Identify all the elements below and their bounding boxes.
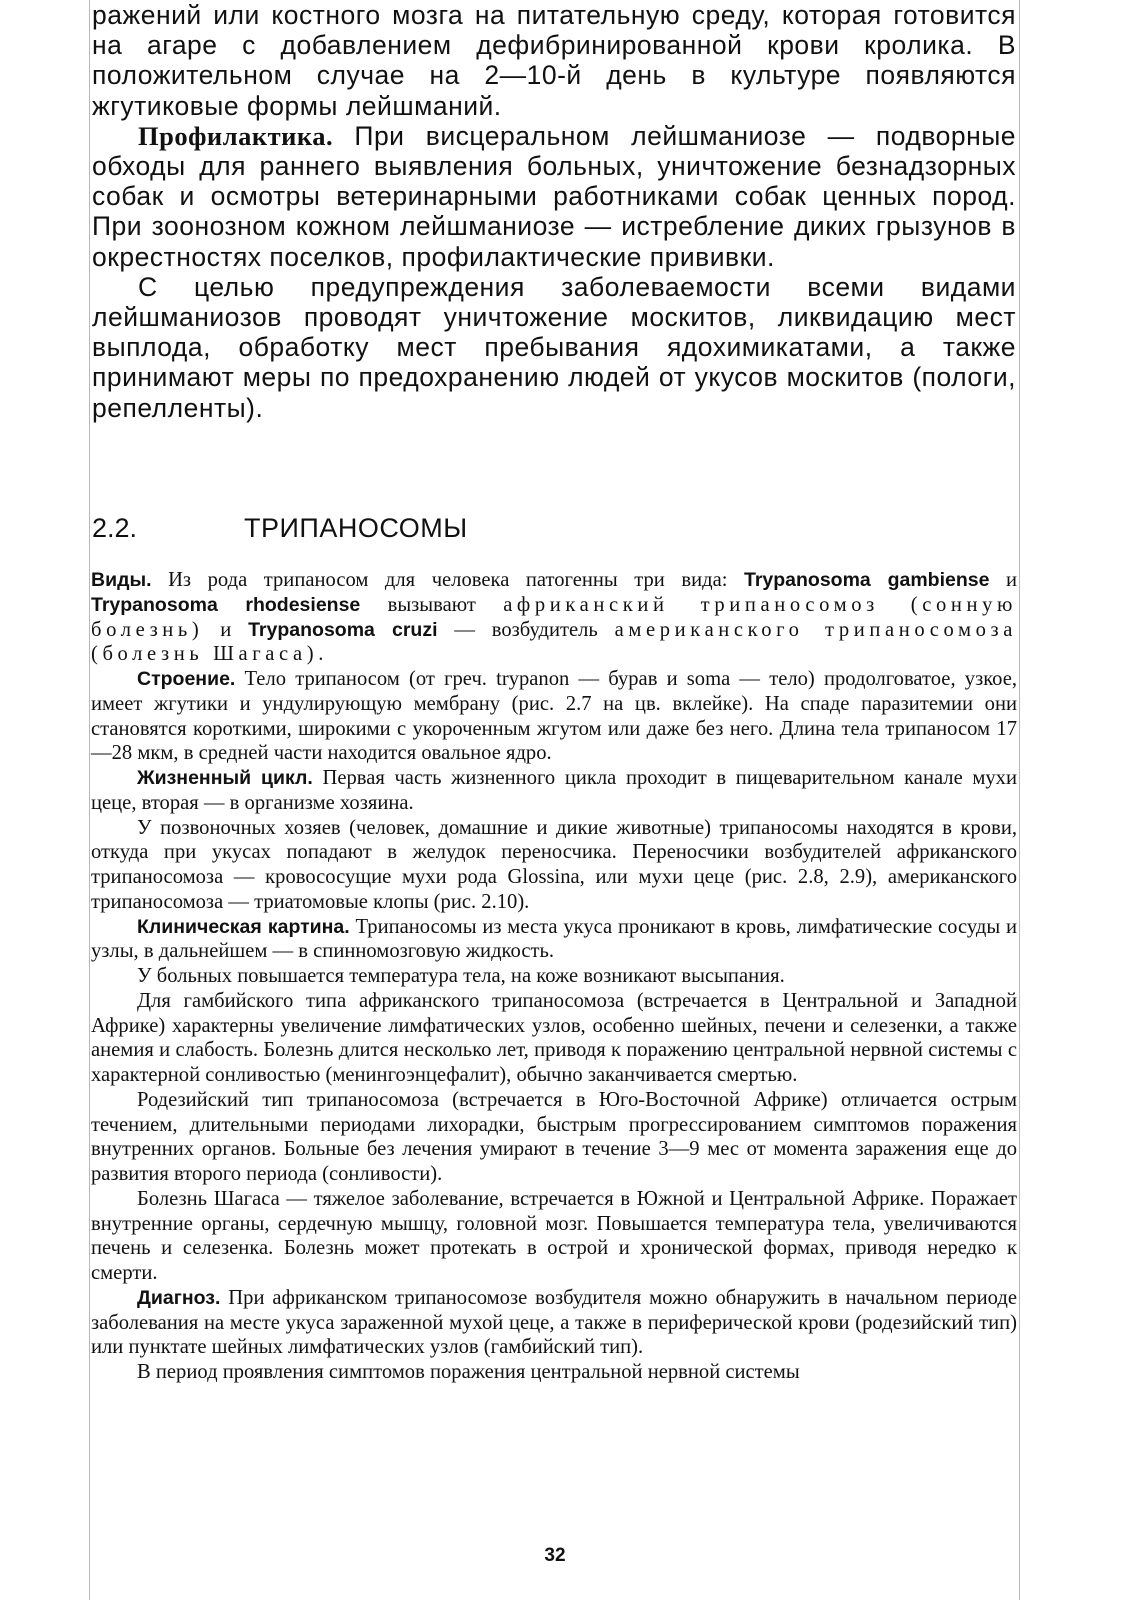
paragraph-mosquito-control: С целью предупреждения заболеваемости всеми видами лейшманиозов проводят уничтожение москитов, ликвидацию мест выплода, обработку мест пребывания ядохимикатами, а также принимают меры по предохранению людей от укусов москитов (пологи, репелленты). [92,271,1016,423]
page-number: 32 [544,1545,566,1566]
paragraph-hosts: У позвоночных хозяев (человек, домашние и дикие животные) трипаносомы находятся в крови, откуда при укусах попадают в желудок переносчика. Переносчики возбудителей африканского трипаносомоза — кровососущие мухи рода Glossina, или мухи цеце (рис. 2.8, 2.9), американского трипаносомоза — триатомовые клопы (рис. 2.10). [91,816,1017,913]
paragraph-fever: У больных повышается температура тела, на коже возникают высыпания. [137,965,785,987]
paragraph-cns: В период проявления симптомов поражения центральной нервной системы [137,1361,800,1383]
species-text-3: вызывают [360,593,504,616]
american-trypanosomiasis: американского трипаносомоза (болезнь Шагаса). [91,618,1018,666]
species-text-2: и [989,569,1018,591]
diagnosis-text: При африканском трипаносомозе возбудителя можно обнаружить в начальном периоде заболевания на месте укуса зараженной мухой цеце, а также в периферической крови (родезийский тип) или пунктате шейных лимфатических узлов (гамбийский тип). [91,1286,1017,1359]
species-rhodesiense: Trypanosoma rhodesiense [91,593,361,616]
species-label: Виды. [91,569,152,591]
structure-text: Тело трипаносом (от греч. trypanon — бурав и soma — тело) продолговатое, узкое, имеет жгутики и ундулирующую мембрану (рис. 2.7 на цв. вклейке). На спаде паразитемии они становятся короткими, широкими с укороченным жгутом или даже без него. Длина тела трипаносом 17—28 мкм, в средней части находится овальное ядро. [91,668,1017,765]
page-right-edge [1019,0,1020,1600]
prophylaxis-label: Профилактика. [138,120,334,151]
section-title: ТРИПАНОСОМЫ [244,513,468,543]
paragraph-lifecycle [91,766,1017,816]
paragraph-structure [91,667,1017,766]
diagnosis-label: Диагноз. [137,1286,221,1309]
species-text-4: и [203,618,249,641]
species-text-5: — возбудитель [437,618,615,641]
paragraph-rhodesian: Родезийский тип трипаносомоза (встречается в Юго-Восточной Африке) отличается острым течением, длительными периодами лихорадки, быстрым прогрессированием симптомов поражения внутренних органов. Больные без лечения умирают в течение 3—9 мес от момента заражения еще до развития второго периода (сонливости). [91,1088,1017,1185]
page-left-edge [89,0,90,1600]
prophylaxis-text: При висцеральном лейшманиозе — подворные обходы для раннего выявления больных, уничтожение безнадзорных собак и осмотры ветеринарными работниками собак ценных пород. При зоонозном кожном лейшманиозе — истребление диких грызунов в окрестностях поселков, профилактические прививки. [92,120,1016,272]
species-cruzi: Trypanosoma cruzi [248,618,438,641]
paragraph-clinical [91,915,1017,965]
leishmania-continuation [92,0,1016,423]
paragraph-prophylaxis [92,121,1016,272]
paragraph-species [91,568,1017,667]
lifecycle-text: Первая часть жизненного цикла проходит в пищеварительном канале мухи цеце, вторая — в организме хозяина. [91,767,1017,814]
trypanosoma-section-body [91,568,1017,1385]
section-heading [92,510,1016,550]
clinical-label: Клиническая картина. [137,915,350,938]
structure-label: Строение. [137,668,236,690]
paragraph-chagas: Болезнь Шагаса — тяжелое заболевание, встречается в Южной и Центральной Африке. Поражает внутренние органы, сердечную мышцу, головной мозг. Повышается температура тела, увеличиваются печень и селезенка. Болезнь может протекать в острой и хронической формах, приводя нередко к смерти. [91,1187,1017,1284]
lifecycle-label: Жизненный цикл. [137,767,313,789]
section-number: 2.2. [92,513,138,543]
species-text-1: Из рода трипаносом для человека патогенны три вида: [151,569,744,591]
clinical-text: Трипаносомы из места укуса проникают в кровь, лимфатические сосуды и узлы, в дальнейшем — в спинномозговую жидкость. [91,915,1017,963]
african-trypanosomiasis: африканский трипаносомоз (сонную болезнь) [91,593,1017,641]
paragraph-culture: ражений или костного мозга на питательную среду, которая готовится на агаре с добавлением дефибринированной крови кролика. В положительном случае на 2—10-й день в культуре появляются жгутиковые формы лейшманий. [92,0,1016,121]
paragraph-gambian: Для гамбийского типа африканского трипаносомоза (встречается в Центральной и Западной Африке) характерны увеличение лимфатических узлов, особенно шейных, печени и селезенки, а также анемия и слабость. Болезнь длится несколько лет, приводя к поражению центральной нервной системы с характерной сонливостью (менингоэнцефалит), обычно заканчивается смертью. [91,989,1017,1086]
paragraph-diagnosis [91,1286,1017,1360]
species-gambiense: Trypanosoma gambiense [743,569,990,591]
